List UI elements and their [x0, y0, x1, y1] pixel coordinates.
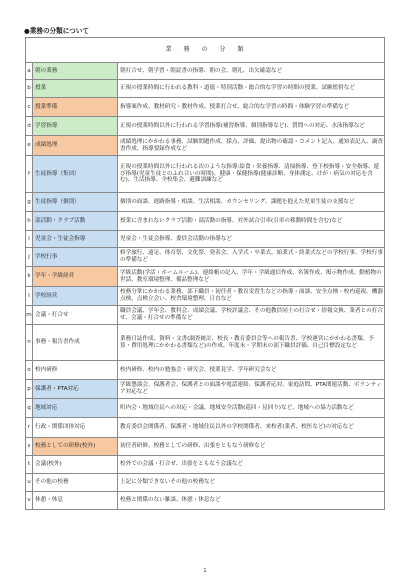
- row-description: 学級懇談会、保護者会、保護者との面談や電話連絡、保護者応対、家庭訪問、PTA関連活動、ボランティア対応など: [118, 380, 385, 399]
- row-category-name: 学年・学級経営: [33, 267, 118, 287]
- row-letter: q: [26, 399, 33, 418]
- row-category-name: 校内研修: [33, 361, 118, 380]
- table-header: 業 務 の 分 類: [26, 38, 385, 63]
- row-description: 修学旅行、遠足、体育祭、文化祭、発表会、入学式・卒業式、始業式・終業式などの学校行事、学校行事の準備など: [118, 248, 385, 267]
- row-description: 校務分掌にかかわる業務、部下職員・初任者・教育実習生などの指導・面談、安全点検・校内巡視、機器点検、点検立会い、校舎環境整理、日直など: [118, 287, 385, 306]
- row-letter: r: [26, 418, 33, 438]
- row-category-name: 児童会・生徒会指導: [33, 231, 118, 248]
- table-row: [26, 136, 385, 156]
- row-letter: k: [26, 267, 33, 287]
- row-category-name: 部活動・クラブ活動: [33, 212, 118, 231]
- row-description: 町内会・地域住民への対応・会議、地域安全活動(巡回・見回り)など、地域への協力活動など: [118, 399, 385, 418]
- row-category-name: 地域対応: [33, 399, 118, 418]
- table-row: [26, 156, 385, 193]
- row-category-name: 生徒指導（個別）: [33, 193, 118, 212]
- table-row: [26, 456, 385, 474]
- row-description: 業務日誌作成、資料・文書(調査統計、校長・教育委員会等への報告書、学校運営にかかわる書類、予算・費用処理にかかわる書類など)の作成、年度末・学期末の部下職員評価、自己目標設定など: [118, 325, 385, 361]
- row-letter: f: [26, 156, 33, 193]
- table-row: [26, 438, 385, 456]
- table-row: [26, 418, 385, 438]
- row-letter: v: [26, 492, 33, 510]
- row-category-name: 学校経営: [33, 287, 118, 306]
- row-letter: o: [26, 361, 33, 380]
- table-row: [26, 380, 385, 399]
- table-row: [26, 212, 385, 231]
- table-row: [26, 80, 385, 98]
- row-description: 正規の授業時間以外に行われる次のような指導:給食・栄養指導、清掃指導、登下校指導・安全指導、遊び指導(児童生徒とのふれ合いの時間)、健康・保健指導(健康診断、身体測定、けが・病気の対応を含む)、生活指導、全校集会、避難訓練など: [118, 156, 385, 193]
- row-description: 正規の授業時間以外に行われる学習指導(補習指導、個別指導など)、質問への対応、水泳指導など: [118, 117, 385, 136]
- row-description: 学級活動(学活・ホームルーム)、連絡帳の記入、学年・学級通信作成、名簿作成、掲示物作成、動植物の世話、教室環境整理、備品整理など: [118, 267, 385, 287]
- row-category-name: 保護者・PTA対応: [33, 380, 118, 399]
- table-row: [26, 492, 385, 510]
- row-letter: m: [26, 306, 33, 325]
- row-category-name: 授業準備: [33, 98, 118, 117]
- table-row: [26, 267, 385, 287]
- row-category-name: 学校行事: [33, 248, 118, 267]
- row-category-name: 事務・報告書作成: [33, 325, 118, 361]
- row-letter: n: [26, 325, 33, 361]
- row-category-name: その他の校務: [33, 474, 118, 492]
- row-description: 初任者研修、校務としての研修、出張をともなう研修など: [118, 438, 385, 456]
- row-description: 正規の授業時間に行われる教科・道徳・特別活動・総合的な学習の時間の授業、試験監督など: [118, 80, 385, 98]
- row-letter: i: [26, 231, 33, 248]
- row-description: 職員会議、学年会、教科会、成績会議、学校評議会、その他教員同士の打合せ・情報交換、業者との打合せ、会議・打合せの準備など: [118, 306, 385, 325]
- row-category-name: 授業: [33, 80, 118, 98]
- row-category-name: 会議・打合せ: [33, 306, 118, 325]
- row-description: 個別の面談、進路指導・相談、生活相談、カウンセリング、課題を抱えた児童生徒の支援など: [118, 193, 385, 212]
- row-category-name: 校務としての研修(校外): [33, 438, 118, 456]
- row-letter: s: [26, 438, 33, 456]
- row-letter: a: [26, 63, 33, 80]
- row-category-name: 成績処理: [33, 136, 118, 156]
- row-letter: j: [26, 248, 33, 267]
- table-row: [26, 63, 385, 80]
- row-description: 授業に含まれないクラブ活動・部活動の指導、対外試合引率(引率の移動時間を含む)など: [118, 212, 385, 231]
- row-description: 児童会・生徒会指導、委員会活動の指導など: [118, 231, 385, 248]
- row-letter: h: [26, 212, 33, 231]
- table-row: [26, 98, 385, 117]
- row-category-name: 会議(校外): [33, 456, 118, 474]
- row-category-name: 行政・関係団体対応: [33, 418, 118, 438]
- row-category-name: 休憩・休息: [33, 492, 118, 510]
- row-category-name: 学習指導: [33, 117, 118, 136]
- row-letter: c: [26, 98, 33, 117]
- work-classification-table: [25, 37, 385, 510]
- table-row: [26, 325, 385, 361]
- row-description: 校内研修、校内の勉強会・研究会、授業見学、学年研究会など: [118, 361, 385, 380]
- row-letter: e: [26, 136, 33, 156]
- table-row: [26, 474, 385, 492]
- row-letter: g: [26, 193, 33, 212]
- table-row: [26, 361, 385, 380]
- row-letter: u: [26, 474, 33, 492]
- table-row: [26, 399, 385, 418]
- row-description: 校務と関係のない雑談、休憩・休息など: [118, 492, 385, 510]
- row-description: 指導案作成、教材研究・教材作成、授業打合せ、総合的な学習の時間・体験学習の準備など: [118, 98, 385, 117]
- row-description: 成績処理にかかわる事務、試験問題作成、採点、評価、提出物の確認・コメント記入、通知表記入、調査書作成、指導要録作成など: [118, 136, 385, 156]
- table-row: [26, 117, 385, 136]
- row-description: 教育委員会関係者、保護者・地域住民以外の学校関係者、来校者(業者、校医など)の対応など: [118, 418, 385, 438]
- row-description: 校外での会議・打合せ、出張をともなう会議など: [118, 456, 385, 474]
- row-letter: l: [26, 287, 33, 306]
- row-letter: b: [26, 80, 33, 98]
- row-letter: p: [26, 380, 33, 399]
- document-title: ●業務の分類について: [24, 27, 89, 35]
- table-row: [26, 231, 385, 248]
- page-number: 1: [203, 568, 207, 574]
- table-row: [26, 193, 385, 212]
- table-row: [26, 287, 385, 306]
- row-letter: t: [26, 456, 33, 474]
- table-row: [26, 306, 385, 325]
- table-header-row: [26, 38, 385, 63]
- row-description: 朝打合せ、朝学習・朝読書の指導、朝の会、朝礼、出欠確認など: [118, 63, 385, 80]
- row-letter: d: [26, 117, 33, 136]
- table-row: [26, 248, 385, 267]
- row-category-name: 生徒指導（集団）: [33, 156, 118, 193]
- row-category-name: 朝の業務: [33, 63, 118, 80]
- row-description: 上記に分類できないその他の校務など: [118, 474, 385, 492]
